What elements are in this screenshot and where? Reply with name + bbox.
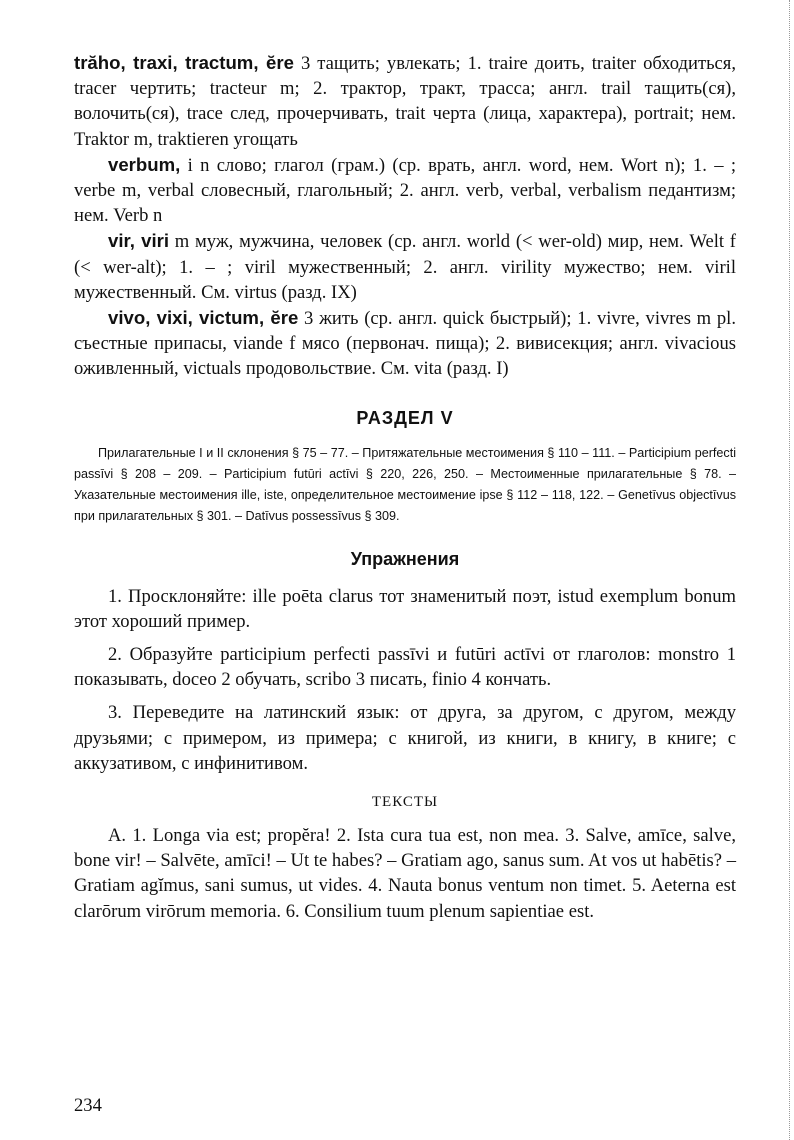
texts-heading: ТЕКСТЫ <box>371 794 439 811</box>
grammar-references: Прилагательные I и II склонения § 75 – 77. – Притяжательные местоимения § 110 – 111. – Participium perfecti passīvi § 208 – 209. – Participium futūri actīvi § 220, 226, 250. – Местоименные прилагательные § 78. – Указательные местоимения ille, iste, определительное местоимение ipse § 112 – 118, 122. – Genetīvus objectīvus при прилагательных § 301. – Datīvus possessīvus § 309. <box>74 445 736 523</box>
exercise-2: 2. Образуйте participium perfecti passīvi и futūri actīvi от глаголов: monstro 1 показывать, doceo 2 обучать, scribo 3 писать, finio 4 кончать. <box>74 644 736 691</box>
entry-lemma: vir, viri <box>108 230 170 252</box>
section-title: РАЗДЕЛ V <box>356 407 454 428</box>
page-edge-divider <box>789 0 790 1140</box>
dictionary-entry-vivo <box>74 305 736 382</box>
entry-lemma: trăho, traxi, tractum, ĕre <box>74 52 294 73</box>
exercises-heading: Упражнения <box>350 548 460 569</box>
entry-lemma: verbum, <box>108 153 181 175</box>
text-paragraph-a: A. 1. Longa via est; propĕra! 2. Ista cura tua est, non mea. 3. Salve, amīce, salve, bone vir! – Salvēte, amīci! – Ut te habes? – Gratiam ago, sanus sum. At vos ut habētis? – Gratiam agĭmus, sani sumus, ut vides. 4. Nauta bonus ventum non timet. 5. Aeterna est clarōrum virōrum memoria. 6. Consilium tuum plenum sapientiae est. <box>74 825 736 922</box>
dictionary-entry-traho <box>74 50 736 152</box>
page-body <box>74 50 736 924</box>
dictionary-entry-vir <box>74 228 736 305</box>
dictionary-entry-verbum <box>74 152 736 229</box>
entry-text: i n слово; глагол (грам.) (ср. врать, англ. word, нем. Wort n); 1. – ; verbe m, verbal словесный, глагольный; 2. англ. verb, verbal, verbalism педантизм; нем. Verb n <box>74 154 736 227</box>
entry-text: m муж, мужчина, человек (ср. англ. world (< wer-old) мир, нем. Welt f (< wer-alt); 1. – ; viril мужественный; 2. англ. virility мужество; нем. viril мужественный. См. virtus (разд. IX) <box>74 231 736 303</box>
exercise-3: 3. Переведите на латинский язык: от друга, за другом, с другом, между друзьями; с примером, из примера; с книгой, из книги, в книгу, в книге; с аккузативом, с инфинитивом. <box>74 702 736 774</box>
entry-text: 3 тащить; увлекать; 1. traire доить, traiter обходиться, tracer чертить; tracteur m; 2. трактор, тракт, трасса; англ. trail тащить(ся), волочить(ся), trace след, прочерчивать, trait черта (лица, характера), portrait; нем. Traktor m, traktieren угощать <box>74 53 736 150</box>
entry-lemma: vivo, vixi, victum, ĕre <box>108 307 299 329</box>
exercise-1: 1. Просклоняйте: ille poēta clarus тот знаменитый поэт, istud exemplum bonum этот хороший пример. <box>74 585 736 632</box>
page-number: 234 <box>74 1095 102 1116</box>
entry-text: 3 жить (ср. англ. quick быстрый); 1. vivre, vivres m pl. съестные припасы, viande f мясо (первонач. пища); 2. вивисекция; англ. vivacious оживленный, victuals продовольствие. См. vita (разд. I) <box>74 308 736 380</box>
